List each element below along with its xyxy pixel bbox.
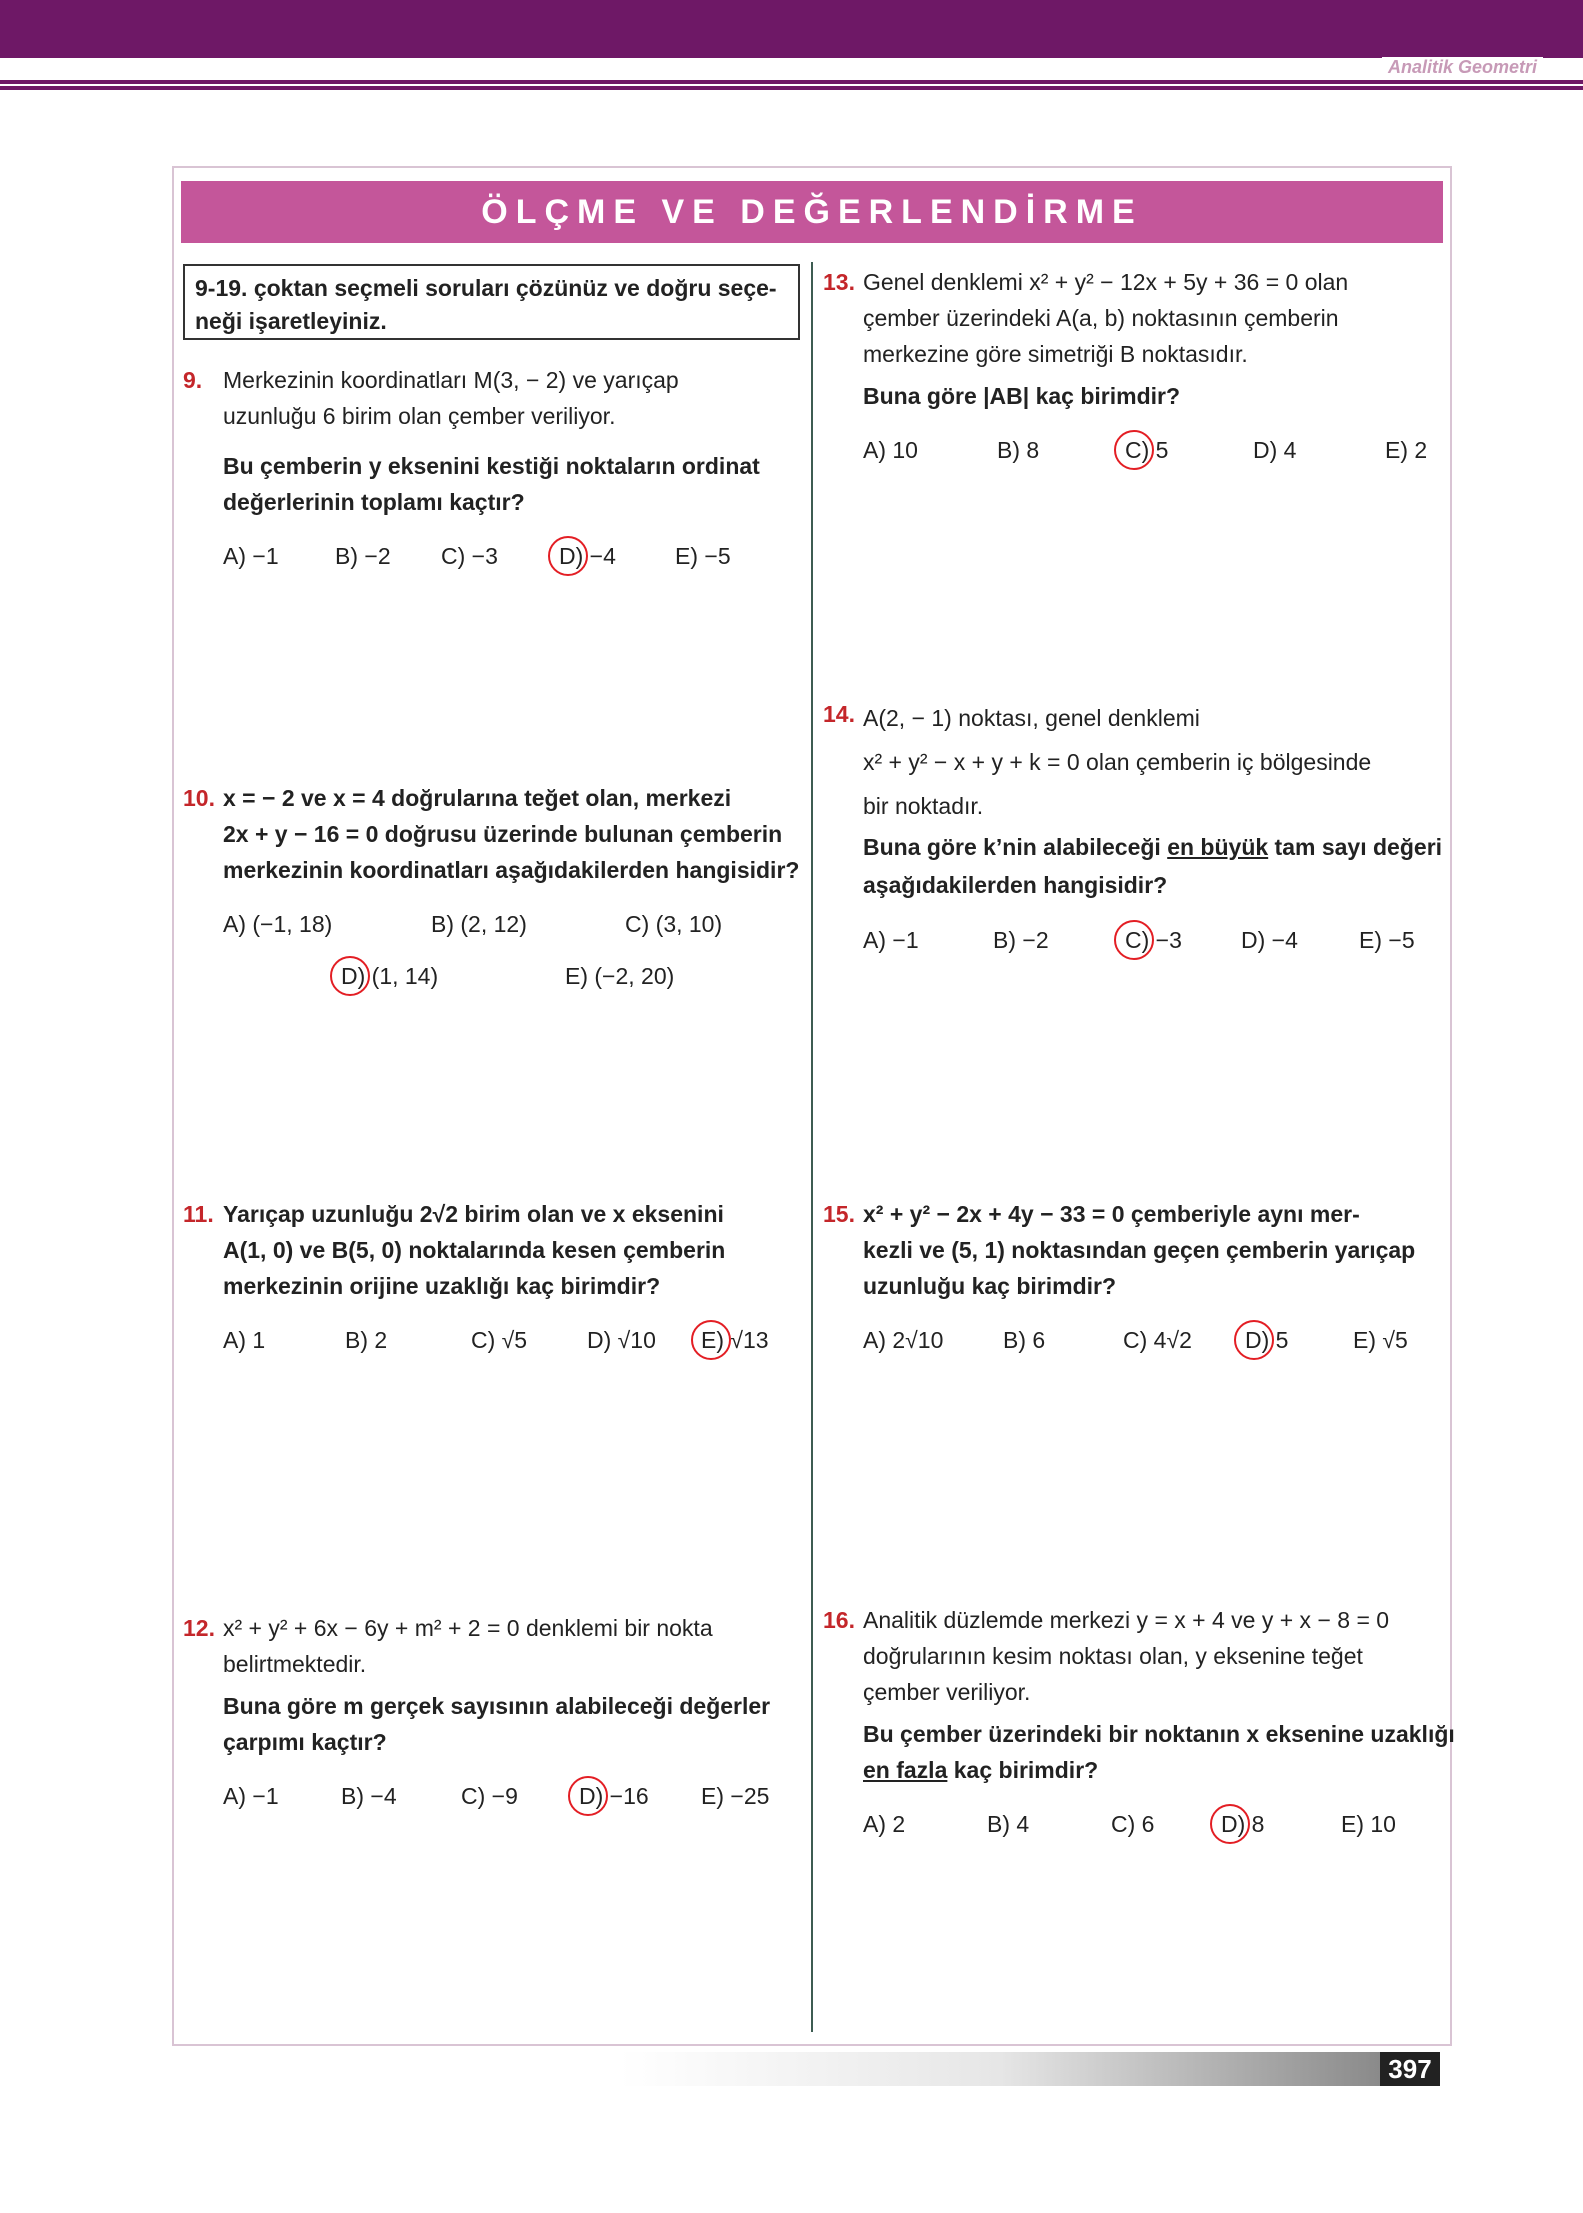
option-e[interactable]: E) 2	[1385, 437, 1428, 463]
question-stem-line: Analitik düzlemde merkezi y = x + 4 ve y + x − 8 = 0	[863, 1607, 1390, 1633]
column-divider	[811, 262, 813, 2032]
answer-options	[223, 538, 803, 578]
question-stem-line: merkezine göre simetriği B noktasıdır.	[863, 341, 1248, 367]
option-e[interactable]: E) √5	[1353, 1327, 1408, 1353]
option-a[interactable]: A) 10	[863, 437, 918, 463]
answer-mark-circle	[1234, 1320, 1274, 1360]
option-d[interactable]: D) −4	[1241, 927, 1298, 953]
answer-options	[863, 922, 1443, 962]
instruction-line-2: neği işaretleyiniz.	[195, 308, 387, 334]
answer-options	[223, 1778, 803, 1818]
option-a[interactable]: A) 2√10	[863, 1327, 944, 1353]
option-d[interactable]: D) 8	[1221, 1811, 1265, 1837]
option-a[interactable]: A) −1	[863, 927, 919, 953]
header-divider	[0, 58, 1583, 62]
question-ask-line	[863, 1752, 1443, 1788]
question-number: 16.	[823, 1607, 855, 1633]
question-number: 13.	[823, 269, 855, 295]
question-stem-line: çember veriliyor.	[863, 1679, 1031, 1705]
option-a[interactable]: A) 2	[863, 1811, 906, 1837]
page-number-bar	[620, 2052, 1380, 2086]
question-stem-line: x² + y² − x + y + k = 0 olan çemberin iç bölgesinde	[863, 749, 1372, 775]
answer-options	[863, 1322, 1443, 1362]
question-11	[183, 1196, 803, 1362]
question-15	[823, 1196, 1443, 1362]
option-c[interactable]: C) −9	[461, 1783, 518, 1809]
question-stem-line: merkezinin orijine uzaklığı kaç birimdir?	[223, 1273, 661, 1299]
option-e[interactable]: E) −5	[1359, 927, 1415, 953]
option-d[interactable]: D) −16	[579, 1783, 649, 1809]
question-stem-line: x² + y² + 6x − 6y + m² + 2 = 0 denklemi bir nokta	[223, 1615, 713, 1641]
question-number: 14.	[823, 701, 855, 727]
option-a[interactable]: A) 1	[223, 1327, 266, 1353]
option-b[interactable]: B) 4	[987, 1811, 1030, 1837]
question-stem-line: 2x + y − 16 = 0 doğrusu üzerinde bulunan çemberin	[223, 821, 783, 847]
question-ask-line: Buna göre |AB| kaç birimdir?	[863, 383, 1181, 409]
question-stem-line: çember üzerindeki A(a, b) noktasının çemberin	[863, 305, 1339, 331]
question-number: 11.	[183, 1201, 214, 1227]
question-number: 9.	[183, 367, 203, 393]
answer-mark-circle	[568, 1776, 608, 1816]
option-c[interactable]: C) −3	[1125, 927, 1182, 953]
answer-mark-circle	[1210, 1804, 1250, 1844]
question-stem-line: belirtmektedir.	[223, 1651, 367, 1677]
option-d[interactable]: D) 5	[1245, 1327, 1289, 1353]
answer-options	[863, 432, 1443, 472]
question-ask-line: Bu çember üzerindeki bir noktanın x eksenine uzaklığı	[863, 1721, 1455, 1747]
option-b[interactable]: B) −2	[993, 927, 1049, 953]
option-d[interactable]: D) −4	[559, 543, 616, 569]
answer-mark-circle	[691, 1320, 731, 1360]
option-a[interactable]: A) (−1, 18)	[223, 911, 333, 937]
option-e[interactable]: E) √13	[701, 1327, 769, 1353]
question-stem-line: uzunluğu kaç birimdir?	[863, 1273, 1117, 1299]
question-stem-line: Genel denklemi x² + y² − 12x + 5y + 36 = 0 olan	[863, 269, 1349, 295]
option-b[interactable]: B) 6	[1003, 1327, 1046, 1353]
question-stem-line: Merkezinin koordinatları M(3, − 2) ve yarıçap	[223, 367, 679, 393]
option-d[interactable]: D) 4	[1253, 437, 1297, 463]
option-e[interactable]: E) (−2, 20)	[565, 963, 675, 989]
question-stem-line: bir noktadır.	[863, 793, 984, 819]
answer-mark-circle	[1114, 920, 1154, 960]
option-a[interactable]: A) −1	[223, 543, 279, 569]
question-16	[823, 1602, 1455, 1846]
question-14	[823, 696, 1443, 962]
page-number: 397	[1380, 2052, 1440, 2086]
question-stem-line: Yarıçap uzunluğu 2√2 birim olan ve x eksenini	[223, 1201, 724, 1227]
question-ask-line: Buna göre m gerçek sayısının alabileceği değerler	[223, 1693, 771, 1719]
answer-options	[223, 1322, 803, 1362]
option-b[interactable]: B) 2	[345, 1327, 388, 1353]
option-b[interactable]: B) (2, 12)	[431, 911, 527, 937]
option-c[interactable]: C) 4√2	[1123, 1327, 1192, 1353]
answer-mark-circle	[548, 536, 588, 576]
question-stem-line: doğrularının kesim noktası olan, y eksenine teğet	[863, 1643, 1363, 1669]
question-stem-line: A(1, 0) ve B(5, 0) noktalarında kesen çemberin	[223, 1237, 726, 1263]
ask-emphasis: en fazla	[863, 1757, 948, 1783]
question-stem-line: merkezinin koordinatları aşağıdakilerden hangisidir?	[223, 857, 800, 883]
instruction-line-1: 9-19. çoktan seçmeli soruları çözünüz ve doğru seçe-	[195, 275, 777, 301]
option-b[interactable]: B) 8	[997, 437, 1040, 463]
chapter-title: Analitik Geometri	[1382, 57, 1543, 78]
question-stem-line: x = − 2 ve x = 4 doğrularına teğet olan, merkezi	[223, 785, 732, 811]
question-ask-line: aşağıdakilerden hangisidir?	[863, 872, 1168, 898]
answer-options	[223, 906, 803, 998]
question-ask-line	[863, 828, 1443, 866]
option-c[interactable]: C) (3, 10)	[625, 911, 723, 937]
question-number: 15.	[823, 1201, 855, 1227]
question-stem-line: kezli ve (5, 1) noktasından geçen çemberin yarıçap	[863, 1237, 1416, 1263]
option-c[interactable]: C) −3	[441, 543, 498, 569]
question-ask-line: Bu çemberin y eksenini kestiği noktaların ordinat	[223, 453, 760, 479]
header-bar	[0, 0, 1583, 58]
option-b[interactable]: B) −2	[335, 543, 391, 569]
question-stem-line: A(2, − 1) noktası, genel denklemi	[863, 705, 1200, 731]
question-ask-line: çarpımı kaçtır?	[223, 1729, 387, 1755]
ask-text: Buna göre k’nin alabileceği	[863, 834, 1168, 860]
answer-mark-circle	[1114, 430, 1154, 470]
option-c[interactable]: C) 6	[1111, 1811, 1155, 1837]
section-banner: ÖLÇME VE DEĞERLENDİRME	[181, 181, 1443, 243]
option-d[interactable]: D) (1, 14)	[341, 963, 439, 989]
option-e[interactable]: E) 10	[1341, 1811, 1396, 1837]
option-e[interactable]: E) −5	[675, 543, 731, 569]
ask-emphasis: en büyük	[1167, 834, 1269, 860]
ask-text: tam sayı değeri	[1268, 834, 1443, 860]
question-12	[183, 1610, 803, 1818]
question-13	[823, 264, 1443, 472]
ask-text: kaç birimdir?	[947, 1757, 1099, 1783]
option-c[interactable]: C) 5	[1125, 437, 1169, 463]
question-ask-line: değerlerinin toplamı kaçtır?	[223, 489, 525, 515]
question-number: 12.	[183, 1615, 215, 1641]
question-stem-line: uzunluğu 6 birim olan çember veriliyor.	[223, 403, 616, 429]
option-d[interactable]: D) √10	[587, 1327, 656, 1353]
question-9	[183, 362, 803, 578]
question-stem-line: x² + y² − 2x + 4y − 33 = 0 çemberiyle aynı mer-	[863, 1201, 1360, 1227]
answer-mark-circle	[330, 956, 370, 996]
question-10	[183, 780, 803, 998]
option-e[interactable]: E) −25	[701, 1783, 770, 1809]
instruction-box	[183, 264, 800, 340]
answer-options	[863, 1806, 1443, 1846]
question-number: 10.	[183, 785, 215, 811]
option-b[interactable]: B) −4	[341, 1783, 397, 1809]
option-c[interactable]: C) √5	[471, 1327, 528, 1353]
header-stripe-gap	[0, 84, 1583, 86]
option-a[interactable]: A) −1	[223, 1783, 279, 1809]
